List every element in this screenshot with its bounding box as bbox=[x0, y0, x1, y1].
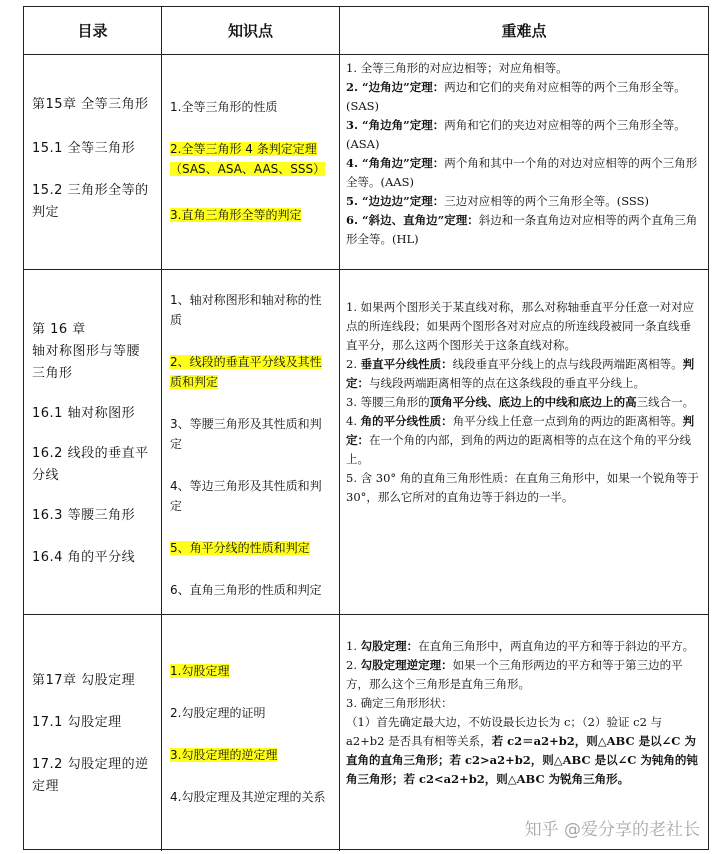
details-cell bbox=[340, 55, 708, 269]
toc-line: 17.1 勾股定理 bbox=[32, 715, 122, 730]
point-item: 6、直角三角形的性质和判定 bbox=[170, 583, 322, 597]
toc-line: 三角形 bbox=[32, 366, 73, 381]
knowledge-table bbox=[23, 6, 709, 850]
header-row bbox=[24, 7, 708, 55]
point-item: 3.直角三角形全等的判定 bbox=[170, 208, 302, 222]
point-item: 1.全等三角形的性质 bbox=[170, 100, 278, 114]
toc-line: 16.3 等腰三角形 bbox=[32, 508, 136, 523]
point-item: 4、等边三角形及其性质和判定 bbox=[170, 479, 322, 513]
point-item: 4.勾股定理及其逆定理的关系 bbox=[170, 790, 326, 804]
watermark: 知乎 @爱分享的老社长 bbox=[524, 820, 700, 840]
toc-cell bbox=[24, 55, 162, 269]
points-cell bbox=[162, 270, 340, 614]
detail-item: 1. 全等三角形的对应边相等；对应角相等。 bbox=[346, 61, 568, 75]
detail-item: 2. “边角边”定理：两边和它们的夹角对应相等的两个三角形全等。(SAS) bbox=[346, 80, 686, 113]
detail-item: 2. 垂直平分线性质：线段垂直平分线上的点与线段两端距离相等。判定：与线段两端距离相等的点在这条线段的垂直平分线上。 bbox=[346, 357, 695, 390]
toc-line: 轴对称图形与等腰 bbox=[32, 344, 141, 359]
point-item: 1.勾股定理 bbox=[170, 664, 230, 678]
header-difficulties: 重难点 bbox=[501, 22, 547, 40]
toc-line: 16.4 角的平分线 bbox=[32, 550, 136, 565]
details-cell bbox=[340, 270, 708, 614]
toc-line: 分线 bbox=[32, 468, 60, 483]
point-item: 2.全等三角形 4 条判定定理（SAS、ASA、AAS、SSS） bbox=[170, 142, 326, 176]
detail-item: 3. “角边角”定理：两角和它们的夹边对应相等的两个三角形全等。(ASA) bbox=[346, 118, 686, 151]
toc-line: 判定 bbox=[32, 205, 60, 220]
point-item: 1、轴对称图形和轴对称的性质 bbox=[170, 293, 322, 327]
header-toc: 目录 bbox=[24, 7, 162, 54]
section-row-15 bbox=[24, 55, 708, 270]
detail-item: 3. 等腰三角形的顶角平分线、底边上的中线和底边上的高三线合一。 bbox=[346, 395, 695, 409]
points-cell bbox=[162, 615, 340, 851]
toc-line: 第15章 全等三角形 bbox=[32, 97, 149, 112]
toc-line: 15.2 三角形全等的 bbox=[32, 183, 149, 198]
toc-line: 定理 bbox=[32, 779, 60, 794]
toc-cell bbox=[24, 270, 162, 614]
detail-item: 1. 勾股定理：在直角三角形中，两直角边的平方和等于斜边的平方。 bbox=[346, 639, 695, 653]
point-item: 5、角平分线的性质和判定 bbox=[170, 541, 310, 555]
detail-item: 1. 如果两个图形关于某直线对称，那么对称轴垂直平分任意一对对应点的所连线段；如果两个图形各对对应点的所连线段被同一条直线垂直平分，那么这两个图形关于这条直线对称。 bbox=[346, 300, 695, 352]
toc-cell bbox=[24, 615, 162, 851]
detail-item: 2. 勾股定理逆定理：如果一个三角形两边的平方和等于第三边的平方，那么这个三角形是直角三角形。 bbox=[346, 658, 683, 691]
detail-item: 4. 角的平分线性质：角平分线上任意一点到角的两边的距离相等。判定：在一个角的内部，到角的两边的距离相等的点在这个角的平分线上。 bbox=[346, 414, 695, 466]
header-points: 知识点 bbox=[162, 7, 340, 54]
points-cell bbox=[162, 55, 340, 269]
detail-item: 4. “角角边”定理：两个角和其中一个角的对边对应相等的两个三角形全等。(AAS) bbox=[346, 156, 698, 189]
toc-line: 16.1 轴对称图形 bbox=[32, 406, 136, 421]
detail-item: 5. 含 30° 角的直角三角形性质：在直角三角形中，如果一个锐角等于 30°，那么它所对的直角边等于斜边的一半。 bbox=[346, 471, 699, 504]
point-item: 3、等腰三角形及其性质和判定 bbox=[170, 417, 322, 451]
detail-item: 6. “斜边、直角边”定理：斜边和一条直角边对应相等的两个直角三角形全等。(HL) bbox=[346, 213, 698, 246]
detail-item: 3. 确定三角形形状： bbox=[346, 696, 453, 710]
point-item: 3.勾股定理的逆定理 bbox=[170, 748, 278, 762]
toc-line: 16.2 线段的垂直平 bbox=[32, 446, 149, 461]
section-row-16 bbox=[24, 270, 708, 615]
toc-line: 第17章 勾股定理 bbox=[32, 673, 136, 688]
toc-line: 17.2 勾股定理的逆 bbox=[32, 757, 149, 772]
detail-item: 5. “边边边”定理：三边对应相等的两个三角形全等。(SSS) bbox=[346, 194, 649, 208]
toc-line: 第 16 章 bbox=[32, 322, 86, 337]
point-item: 2.勾股定理的证明 bbox=[170, 706, 266, 720]
detail-item: （1）首先确定最大边，不妨设最长边长为 c；（2）验证 c2 与 a2+b2 是否具有相等关系，若 c2＝a2+b2，则△ABC 是以∠C 为直角的直角三角形；若 c2>a2+b2，则△ABC 是以∠C 为钝角的钝角三角形；若 c2<a2+b2，则△ABC 为锐角三角形。 bbox=[346, 715, 698, 786]
toc-line: 15.1 全等三角形 bbox=[32, 141, 136, 156]
point-item: 2、线段的垂直平分线及其性质和判定 bbox=[170, 355, 322, 389]
